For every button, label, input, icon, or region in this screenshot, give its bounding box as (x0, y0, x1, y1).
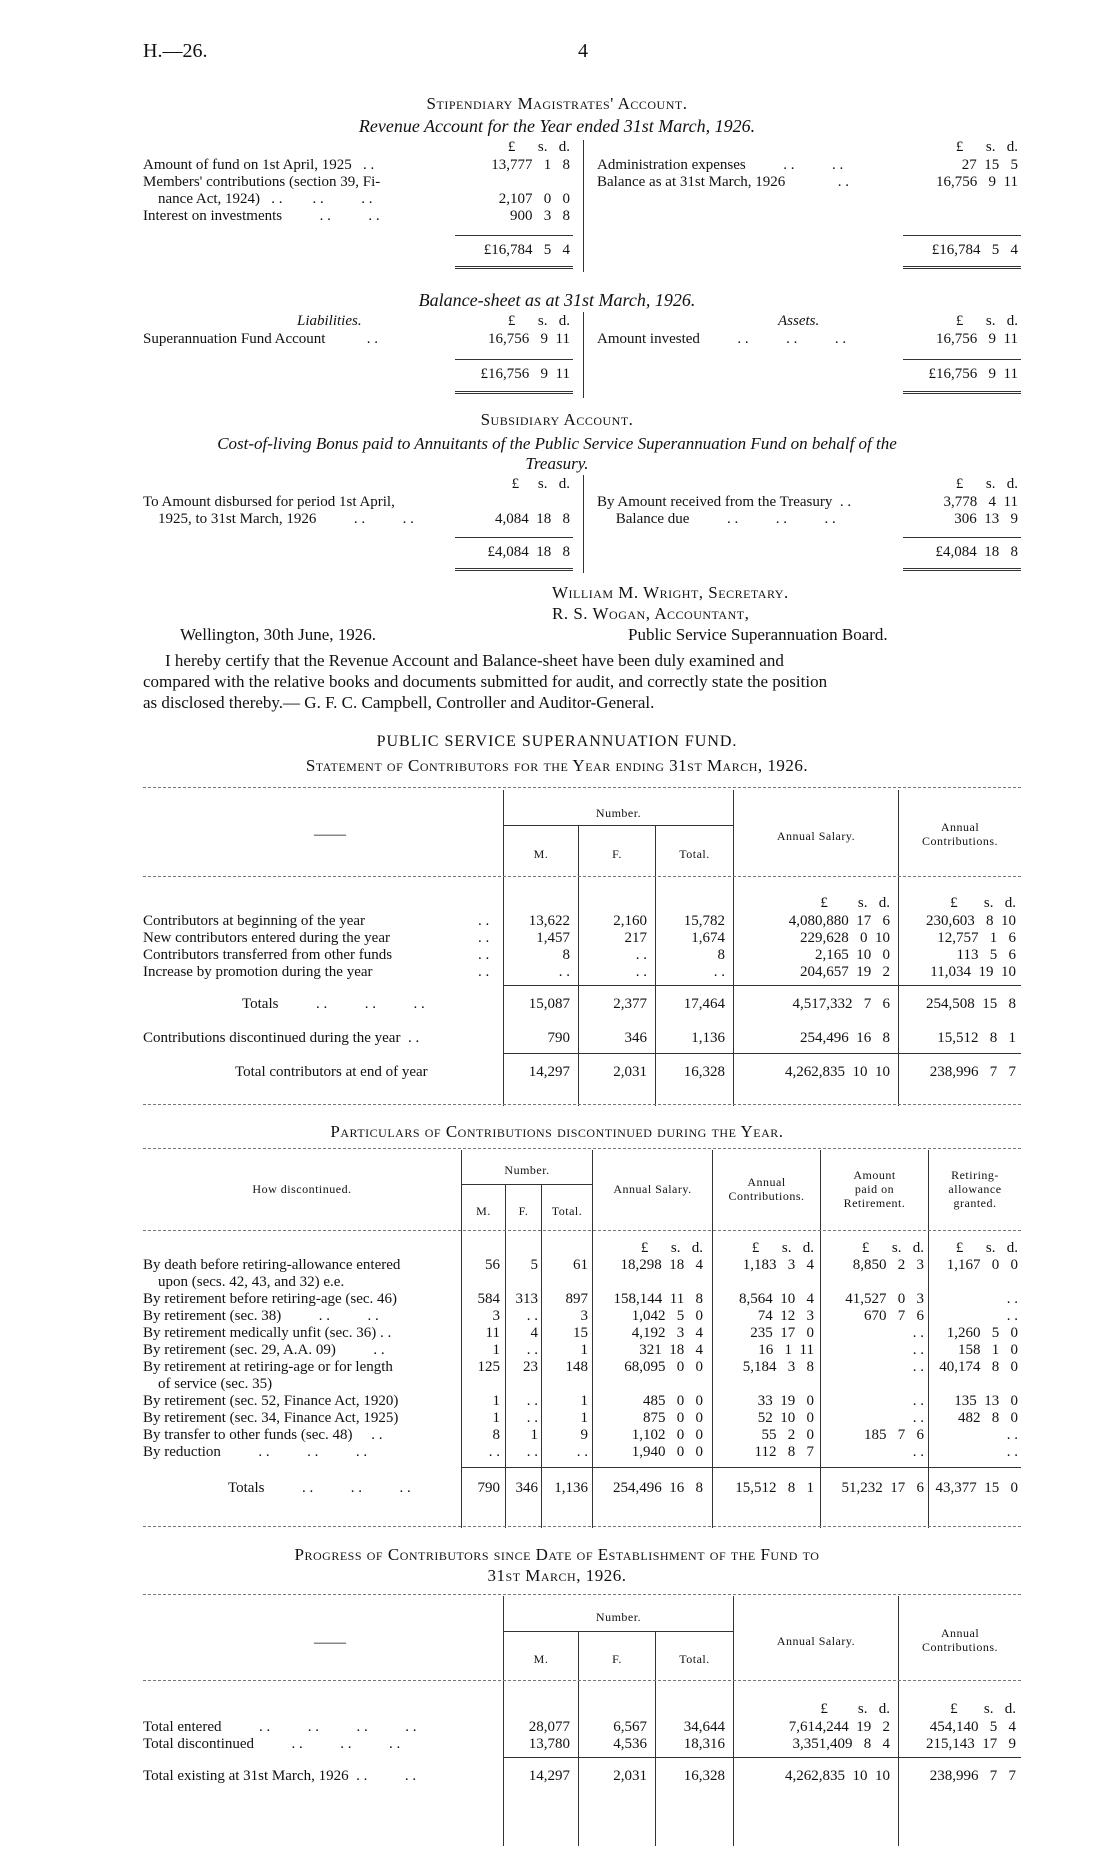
statement-header-f: F. (612, 847, 622, 861)
particulars-totals-total: 1,136 (554, 1480, 588, 1496)
particulars-row-paid: 185 7 6 (864, 1427, 924, 1443)
particulars-row-m: 1 (492, 1410, 500, 1426)
particulars-header-how: How discontinued. (252, 1182, 352, 1196)
particulars-row-m: 125 (477, 1359, 500, 1375)
statement-end-m: 14,297 (528, 1064, 570, 1080)
particulars-row-label: By transfer to other funds (sec. 48) . . (143, 1427, 383, 1443)
particulars-totals-salary: 254,496 16 8 (613, 1480, 703, 1496)
statement-totals-f: 2,377 (613, 996, 647, 1012)
stipendiary-double-rule-right (903, 266, 1021, 269)
particulars-row-retiring: 1,260 5 0 (946, 1325, 1018, 1341)
balance-double-rule-left (455, 391, 573, 394)
progress-row-f: 4,536 (613, 1736, 647, 1752)
particulars-top-rule (143, 1148, 1021, 1149)
statement-header-contrib-1: Annual (940, 820, 980, 834)
progress-number-rule (504, 1631, 733, 1632)
statement-totals-m: 15,087 (528, 996, 570, 1012)
statement-row-contrib: 113 5 6 (956, 947, 1016, 963)
particulars-row-salary: 875 0 0 (643, 1410, 703, 1426)
statement-row-total: 8 (717, 947, 725, 963)
subsidiary-units-left: £ s. d. (511, 476, 570, 492)
statement-totals-salary: 4,517,332 7 6 (792, 996, 890, 1012)
stipendiary-left-label-3: nance Act, 1924) . . . . . . (143, 191, 373, 207)
balance-sheet-divider (583, 312, 584, 398)
particulars-header-number: Number. (504, 1163, 550, 1177)
particulars-row-m: 56 (485, 1257, 500, 1273)
progress-row-contrib: 454,140 5 4 (929, 1719, 1016, 1735)
progress-header-m: M. (533, 1652, 549, 1666)
subsidiary-subtitle-line2: Treasury. (525, 454, 589, 473)
progress-end-m: 14,297 (528, 1768, 570, 1784)
particulars-row-label: By retirement (sec. 52, Finance Act, 1920) (143, 1393, 399, 1409)
progress-header-contrib-1: Annual (940, 1626, 980, 1640)
statement-discontinued-contrib: 15,512 8 1 (937, 1030, 1016, 1046)
particulars-row-retiring: . . (1006, 1427, 1018, 1443)
particulars-row-label: By reduction . . . . . . (143, 1444, 368, 1460)
progress-header-dash: —— (314, 1634, 346, 1651)
subsidiary-divider (583, 475, 584, 573)
particulars-row-contrib: 1,183 3 4 (742, 1257, 814, 1273)
balance-rule-left (455, 359, 573, 360)
particulars-header-retiring-1: Retiring- (951, 1168, 999, 1182)
particulars-header-retiring-3: granted. (953, 1196, 997, 1210)
statement-totals-total: 17,464 (683, 996, 725, 1012)
statement-row-f: . . (635, 947, 647, 963)
particulars-row-total: 1 (580, 1393, 588, 1409)
statement-row-m: 8 (562, 947, 570, 963)
particulars-units-salary: £ s. d. (640, 1240, 703, 1256)
particulars-title: Particulars of Contributions discontinued during the Year. (330, 1122, 784, 1141)
progress-row-m: 13,780 (528, 1736, 570, 1752)
particulars-row-paid: . . (912, 1325, 924, 1341)
stipendiary-total-left: £16,784 5 4 (483, 242, 570, 258)
particulars-row-f: . . (526, 1410, 538, 1426)
particulars-row-salary: 1,102 0 0 (631, 1427, 703, 1443)
subsidiary-right-amount-1: 3,778 4 11 (943, 494, 1018, 510)
particulars-row-paid: . . (912, 1342, 924, 1358)
balance-right-label: Amount invested . . . . . . (597, 331, 847, 347)
balance-left-label: Superannuation Fund Account . . (143, 331, 378, 347)
statement-row-f: 217 (624, 930, 647, 946)
particulars-header-retiring-2: allowance (948, 1182, 1002, 1196)
subsidiary-total-right: £4,084 18 8 (935, 544, 1018, 560)
particulars-row-salary: 1,042 5 0 (631, 1308, 703, 1324)
stipendiary-left-amount-3: 2,107 0 0 (498, 191, 570, 207)
stipendiary-divider (583, 140, 584, 272)
stipendiary-subtitle: Revenue Account for the Year ended 31st March, 1926. (358, 116, 756, 136)
progress-end-label: Total existing at 31st March, 1926 . . . . (143, 1768, 417, 1784)
statement-row-dots: . . (478, 930, 490, 946)
progress-title-line2: 31st March, 1926. (487, 1566, 627, 1585)
stipendiary-left-label-4: Interest on investments . . . . (143, 208, 380, 224)
particulars-bottom-rule (143, 1526, 1021, 1527)
statement-row-salary: 4,080,880 17 6 (788, 913, 890, 929)
statement-title: Statement of Contributors for the Year ending 31st March, 1926. (305, 756, 809, 775)
particulars-header-paid-1: Amount (853, 1168, 896, 1182)
progress-end-rule (504, 1757, 1021, 1758)
statement-row-dots: . . (478, 913, 490, 929)
particulars-row-paid: . . (912, 1410, 924, 1426)
particulars-row-salary: 68,095 0 0 (624, 1359, 703, 1375)
certificate-line1: I hereby certify that the Revenue Account and Balance-sheet have been duly examined and (165, 651, 784, 670)
balance-total-right: £16,756 9 11 (928, 366, 1018, 382)
particulars-header-f: F. (518, 1204, 529, 1218)
progress-header-f: F. (612, 1652, 622, 1666)
particulars-totals-contrib: 15,512 8 1 (735, 1480, 814, 1496)
particulars-row-total: . . (576, 1444, 588, 1460)
particulars-row-total: 15 (573, 1325, 588, 1341)
particulars-row-label: By death before retiring-allowance entered (143, 1257, 401, 1273)
stipendiary-right-label-2: Balance as at 31st March, 1926 . . (597, 174, 850, 190)
progress-header-number: Number. (595, 1610, 642, 1624)
progress-row-f: 6,567 (613, 1719, 647, 1735)
particulars-header-contrib-1: Annual (747, 1175, 786, 1189)
subsidiary-subtitle-line1: Cost-of-living Bonus paid to Annuitants of the Public Service Superannuation Fund on behalf of the (217, 434, 897, 453)
document-reference: H.—26. (143, 40, 208, 62)
statement-row-label: Contributors transferred from other funds (143, 947, 393, 963)
particulars-row-label-continued: of service (sec. 35) (158, 1376, 273, 1392)
fund-title: PUBLIC SERVICE SUPERANNUATION FUND. (376, 733, 738, 750)
balance-total-left: £16,756 9 11 (480, 366, 570, 382)
statement-header-rule (143, 876, 1021, 877)
statement-end-label: Total contributors at end of year (235, 1064, 428, 1080)
particulars-row-total: 148 (565, 1359, 588, 1375)
particulars-row-contrib: 16 1 11 (758, 1342, 814, 1358)
statement-row-label: Contributors at beginning of the year (143, 913, 366, 929)
progress-end-salary: 4,262,835 10 10 (785, 1768, 890, 1784)
subsidiary-right-line1: By Amount received from the Treasury . . (597, 494, 852, 510)
particulars-row-retiring: . . (1006, 1308, 1018, 1324)
certificate-line3: as disclosed thereby.— G. F. C. Campbell, Controller and Auditor-General. (143, 693, 655, 712)
particulars-row-salary: 1,940 0 0 (631, 1444, 703, 1460)
particulars-row-salary: 4,192 3 4 (631, 1325, 703, 1341)
statement-header-dash: —— (314, 826, 346, 843)
particulars-totals-label: Totals . . . . . . (228, 1480, 411, 1496)
particulars-row-total: 1 (580, 1410, 588, 1426)
statement-row-m: 1,457 (536, 930, 570, 946)
particulars-units-paid: £ s. d. (861, 1240, 924, 1256)
particulars-row-salary: 485 0 0 (643, 1393, 703, 1409)
stipendiary-units-left: £ s. d. (507, 139, 570, 155)
particulars-row-paid: . . (912, 1359, 924, 1375)
particulars-row-retiring: 40,174 8 0 (939, 1359, 1018, 1375)
statement-totals-label: Totals . . . . . . (242, 996, 425, 1012)
balance-units-right: £ s. d. (955, 313, 1018, 329)
statement-discontinued-label: Contributions discontinued during the year . . (143, 1030, 420, 1046)
particulars-units-retiring: £ s. d. (955, 1240, 1018, 1256)
place-and-date: Wellington, 30th June, 1926. (180, 625, 377, 644)
particulars-row-total: 3 (580, 1308, 588, 1324)
statement-header-m: M. (533, 847, 549, 861)
stipendiary-rule-right (903, 235, 1021, 236)
particulars-row-retiring: . . (1006, 1444, 1018, 1460)
subsidiary-left-line1: To Amount disbursed for period 1st April, (143, 494, 395, 510)
particulars-row-paid: 8,850 2 3 (852, 1257, 924, 1273)
particulars-row-retiring: 1,167 0 0 (946, 1257, 1018, 1273)
particulars-row-paid: . . (912, 1393, 924, 1409)
statement-row-dots: . . (478, 947, 490, 963)
balance-rule-right (903, 359, 1021, 360)
particulars-row-f: . . (526, 1444, 538, 1460)
signature-secretary: William M. Wright, Secretary. (552, 583, 789, 602)
stipendiary-title: Stipendiary Magistrates' Account. (426, 94, 688, 113)
subsidiary-double-rule-right (903, 568, 1021, 571)
particulars-row-m: 11 (485, 1325, 500, 1341)
particulars-row-contrib: 5,184 3 8 (742, 1359, 814, 1375)
progress-row-label: Total discontinued . . . . . . (143, 1736, 401, 1752)
stipendiary-left-amount-4: 900 3 8 (510, 208, 570, 224)
particulars-row-retiring: 158 1 0 (958, 1342, 1018, 1358)
progress-row-salary: 3,351,409 8 4 (792, 1736, 890, 1752)
subsidiary-title: Subsidiary Account. (480, 410, 634, 429)
statement-row-total: 15,782 (683, 913, 725, 929)
progress-header-contrib-2: Contributions. (921, 1640, 998, 1654)
particulars-row-label: By retirement (sec. 29, A.A. 09) . . (143, 1342, 385, 1358)
particulars-header-rule (143, 1230, 1021, 1231)
statement-end-contrib: 238,996 7 7 (929, 1064, 1016, 1080)
particulars-row-label: By retirement at retiring-age or for length (143, 1359, 393, 1375)
stipendiary-total-right: £16,784 5 4 (931, 242, 1018, 258)
progress-units-contrib: £ s. d. (950, 1701, 1016, 1717)
progress-header-total: Total. (679, 1652, 710, 1666)
particulars-row-paid: 670 7 6 (864, 1308, 924, 1324)
particulars-row-m: . . (488, 1444, 500, 1460)
balance-right-amount: 16,756 9 11 (936, 331, 1018, 347)
subsidiary-rule-left (455, 537, 573, 538)
particulars-row-total: 1 (580, 1342, 588, 1358)
particulars-row-paid: 41,527 0 3 (845, 1291, 924, 1307)
statement-discontinued-total: 1,136 (691, 1030, 725, 1046)
statement-header-contrib-2: Contributions. (921, 834, 998, 848)
particulars-row-total: 897 (565, 1291, 588, 1307)
subsidiary-left-amount: 4,084 18 8 (495, 511, 570, 527)
particulars-row-salary: 158,144 11 8 (613, 1291, 703, 1307)
stipendiary-right-amount-2: 16,756 9 11 (936, 174, 1018, 190)
particulars-row-salary: 321 18 4 (639, 1342, 703, 1358)
balance-double-rule-right (903, 391, 1021, 394)
statement-row-salary: 2,165 10 0 (815, 947, 890, 963)
statement-end-rule (504, 1053, 1021, 1054)
particulars-totals-retiring: 43,377 15 0 (935, 1480, 1018, 1496)
statement-header-salary: Annual Salary. (776, 829, 856, 843)
statement-discontinued-salary: 254,496 16 8 (800, 1030, 890, 1046)
particulars-row-f: . . (526, 1393, 538, 1409)
subsidiary-units-right: £ s. d. (955, 476, 1018, 492)
stipendiary-left-label-2: Members' contributions (section 39, Fi- (143, 174, 381, 190)
balance-units-left: £ s. d. (507, 313, 570, 329)
statement-row-total: . . (713, 964, 725, 980)
statement-units-contrib: £ s. d. (950, 895, 1016, 911)
particulars-row-label: By retirement (sec. 34, Finance Act, 1925) (143, 1410, 399, 1426)
particulars-totals-f: 346 (515, 1480, 538, 1496)
statement-header-number: Number. (595, 806, 642, 820)
particulars-number-rule (462, 1184, 592, 1185)
statement-row-m: . . (558, 964, 570, 980)
particulars-row-paid: . . (912, 1444, 924, 1460)
balance-left-amount: 16,756 9 11 (488, 331, 570, 347)
particulars-header-salary: Annual Salary. (613, 1182, 692, 1196)
statement-header-total: Total. (679, 847, 710, 861)
statement-row-label: Increase by promotion during the year (143, 964, 373, 980)
particulars-row-f: 313 (515, 1291, 538, 1307)
particulars-row-retiring: 135 13 0 (954, 1393, 1018, 1409)
progress-row-m: 28,077 (528, 1719, 570, 1735)
statement-number-rule (504, 825, 733, 826)
progress-units-salary: £ s. d. (820, 1701, 890, 1717)
particulars-totals-m: 790 (477, 1480, 500, 1496)
particulars-row-m: 584 (477, 1291, 500, 1307)
assets-header: Assets. (778, 313, 820, 329)
stipendiary-units-right: £ s. d. (955, 139, 1018, 155)
signature-board: Public Service Superannuation Board. (628, 625, 888, 644)
particulars-row-f: . . (526, 1342, 538, 1358)
statement-row-dots: . . (478, 964, 490, 980)
stipendiary-double-rule-left (455, 266, 573, 269)
particulars-header-paid-3: Retirement. (843, 1196, 906, 1210)
particulars-row-f: . . (526, 1308, 538, 1324)
statement-end-salary: 4,262,835 10 10 (785, 1064, 890, 1080)
particulars-row-total: 61 (573, 1257, 588, 1273)
particulars-row-retiring: . . (1006, 1291, 1018, 1307)
statement-row-salary: 229,628 0 10 (800, 930, 890, 946)
statement-end-total: 16,328 (683, 1064, 725, 1080)
particulars-row-f: 23 (523, 1359, 538, 1375)
statement-row-contrib: 230,603 8 10 (926, 913, 1016, 929)
signature-accountant: R. S. Wogan, Accountant, (552, 604, 750, 623)
particulars-row-contrib: 55 2 0 (761, 1427, 814, 1443)
particulars-totals-paid: 51,232 17 6 (841, 1480, 924, 1496)
statement-discontinued-f: 346 (624, 1030, 647, 1046)
statement-units-salary: £ s. d. (820, 895, 890, 911)
statement-row-contrib: 12,757 1 6 (937, 930, 1016, 946)
particulars-row-label: By retirement medically unfit (sec. 36) . . (143, 1325, 392, 1341)
stipendiary-rule-left (455, 235, 573, 236)
progress-end-total: 16,328 (683, 1768, 725, 1784)
particulars-header-m: M. (476, 1204, 491, 1218)
stipendiary-right-amount-1: 27 15 5 (961, 157, 1018, 173)
subsidiary-right-line2: Balance due . . . . . . (597, 511, 836, 527)
particulars-row-total: 9 (580, 1427, 588, 1443)
progress-header-rule (143, 1680, 1021, 1681)
particulars-row-f: 1 (530, 1427, 538, 1443)
particulars-row-m: 8 (492, 1427, 500, 1443)
progress-row-total: 18,316 (683, 1736, 725, 1752)
statement-totals-contrib: 254,508 15 8 (926, 996, 1016, 1012)
subsidiary-right-amount-2: 306 13 9 (954, 511, 1018, 527)
progress-row-label: Total entered . . . . . . . . (143, 1719, 417, 1735)
subsidiary-left-line2: 1925, to 31st March, 1926 . . . . (143, 511, 414, 527)
statement-end-f: 2,031 (613, 1064, 647, 1080)
particulars-row-contrib: 235 17 0 (750, 1325, 814, 1341)
progress-row-total: 34,644 (683, 1719, 725, 1735)
particulars-header-contrib-2: Contributions. (728, 1189, 805, 1203)
progress-end-f: 2,031 (613, 1768, 647, 1784)
particulars-row-label: By retirement before retiring-age (sec. 46) (143, 1291, 398, 1307)
particulars-totals-rule (462, 1467, 1021, 1468)
progress-header-salary: Annual Salary. (776, 1634, 856, 1648)
particulars-row-m: 1 (492, 1342, 500, 1358)
particulars-row-f: 5 (530, 1257, 538, 1273)
statement-row-contrib: 11,034 19 10 (930, 964, 1016, 980)
particulars-row-contrib: 8,564 10 4 (739, 1291, 814, 1307)
particulars-row-label-continued: upon (secs. 42, 43, and 32) e.e. (158, 1274, 345, 1290)
particulars-header-paid-2: paid on (854, 1182, 895, 1196)
particulars-row-contrib: 112 8 7 (754, 1444, 814, 1460)
particulars-header-total: Total. (551, 1204, 583, 1218)
particulars-row-f: 4 (530, 1325, 538, 1341)
statement-row-label: New contributors entered during the year (143, 930, 390, 946)
page-number: 4 (578, 40, 588, 62)
stipendiary-right-label-1: Administration expenses . . . . (597, 157, 844, 173)
particulars-row-retiring: 482 8 0 (958, 1410, 1018, 1426)
subsidiary-double-rule-left (455, 568, 573, 571)
statement-subtotal-rule (504, 985, 1021, 986)
particulars-row-contrib: 33 19 0 (757, 1393, 814, 1409)
certificate-line2: compared with the relative books and documents submitted for audit, and correctly state the position (143, 672, 828, 691)
statement-row-m: 13,622 (528, 913, 570, 929)
progress-row-salary: 7,614,244 19 2 (788, 1719, 890, 1735)
statement-top-rule (143, 787, 1021, 788)
particulars-row-label: By retirement (sec. 38) . . . . (143, 1308, 379, 1324)
stipendiary-left-label-1: Amount of fund on 1st April, 1925 . . (143, 157, 375, 173)
subsidiary-total-left: £4,084 18 8 (487, 544, 570, 560)
progress-top-rule (143, 1594, 1021, 1595)
liabilities-header: Liabilities. (297, 313, 362, 329)
particulars-row-m: 1 (492, 1393, 500, 1409)
statement-row-salary: 204,657 19 2 (800, 964, 890, 980)
stipendiary-left-amount-1: 13,777 1 8 (491, 157, 570, 173)
statement-row-total: 1,674 (691, 930, 725, 946)
statement-row-f: . . (635, 964, 647, 980)
progress-row-contrib: 215,143 17 9 (926, 1736, 1016, 1752)
particulars-row-contrib: 74 12 3 (757, 1308, 814, 1324)
statement-bottom-rule (143, 1104, 1021, 1105)
statement-row-f: 2,160 (613, 913, 647, 929)
progress-title-line1: Progress of Contributors since Date of Establishment of the Fund to (294, 1545, 820, 1564)
particulars-row-salary: 18,298 18 4 (620, 1257, 703, 1273)
particulars-row-m: 3 (492, 1308, 500, 1324)
particulars-units-contrib: £ s. d. (751, 1240, 814, 1256)
balance-sheet-title: Balance-sheet as at 31st March, 1926. (418, 290, 696, 310)
subsidiary-rule-right (903, 537, 1021, 538)
progress-end-contrib: 238,996 7 7 (929, 1768, 1016, 1784)
statement-discontinued-m: 790 (547, 1030, 570, 1046)
particulars-row-contrib: 52 10 0 (757, 1410, 814, 1426)
